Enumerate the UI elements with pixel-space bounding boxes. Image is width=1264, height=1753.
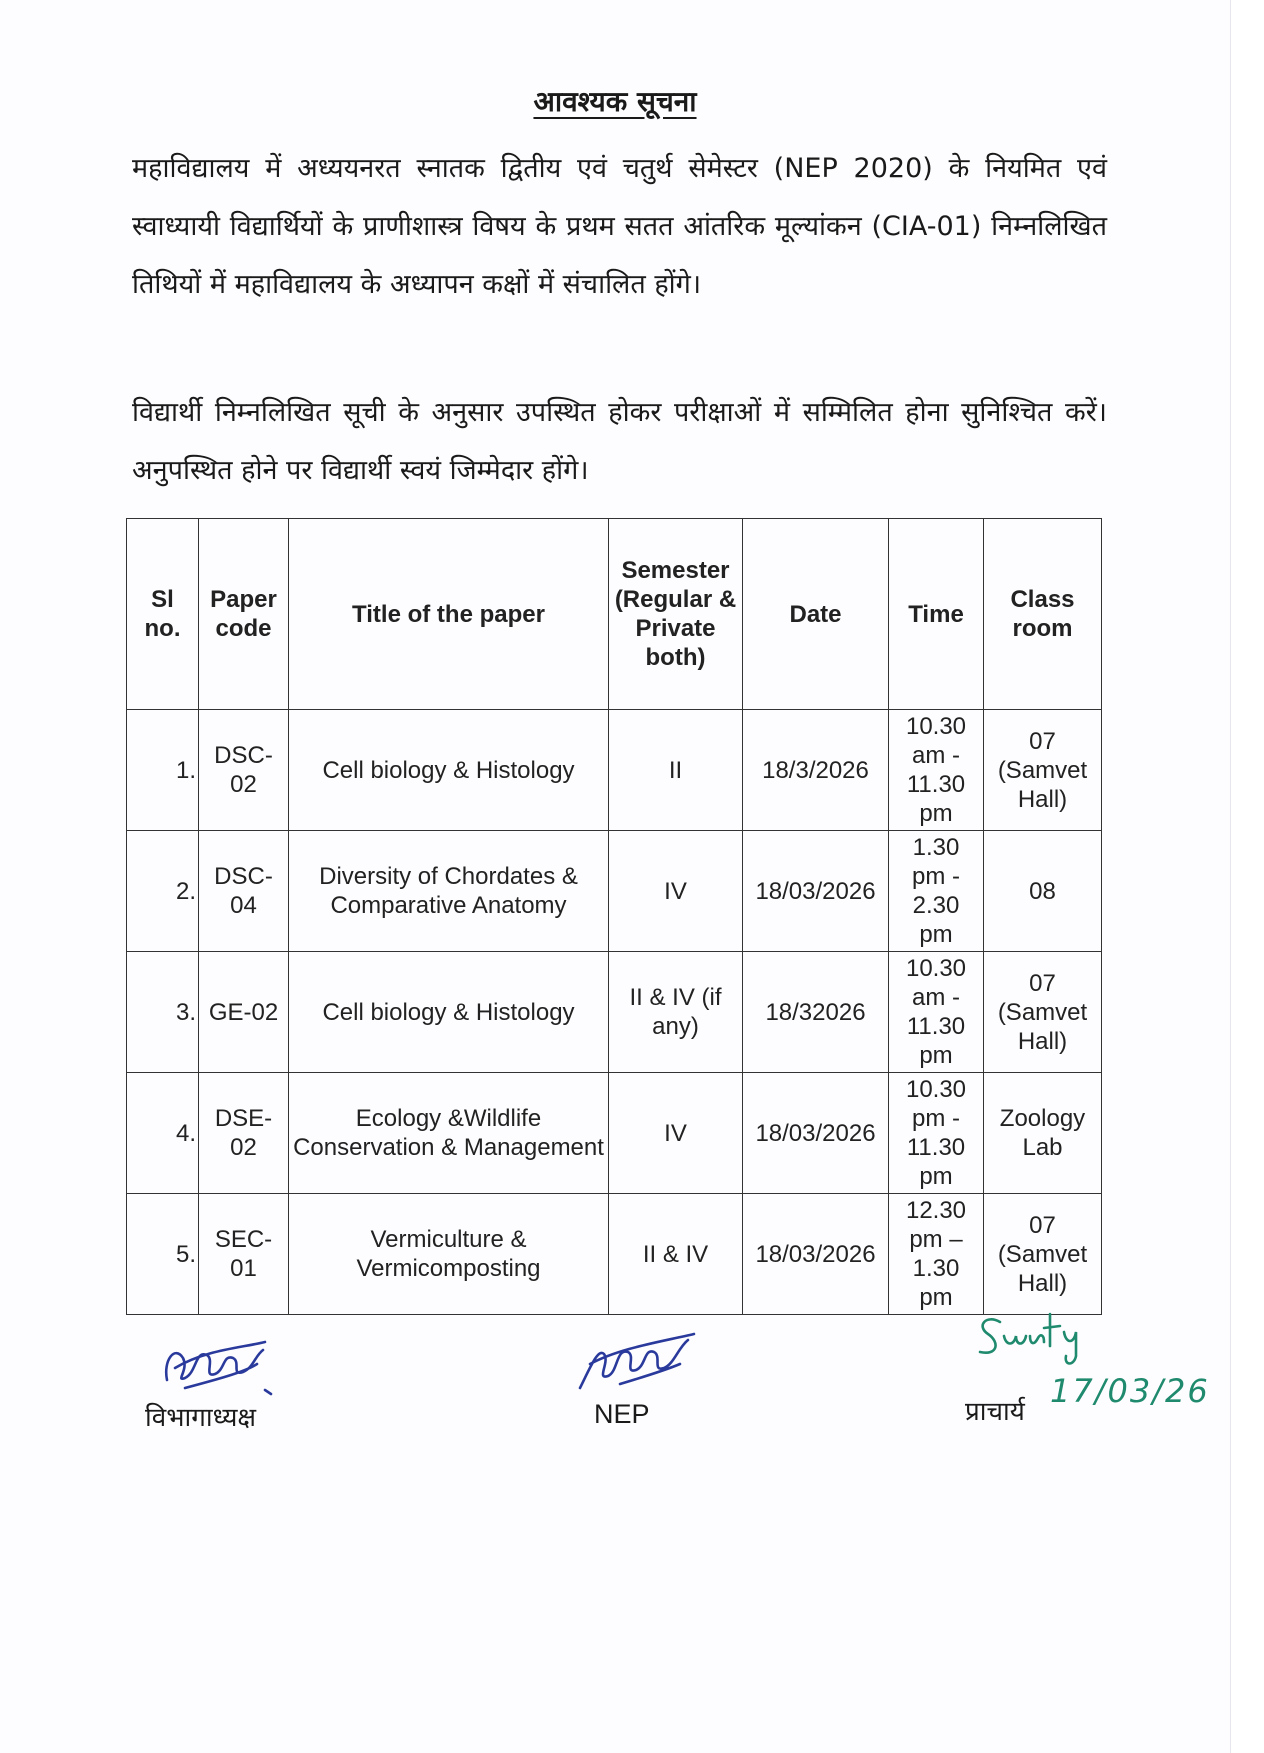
table-row <box>127 1194 1102 1315</box>
cell-class-room: 07 (Samvet Hall) <box>984 1194 1102 1315</box>
cell-date: 18/03/2026 <box>743 1073 889 1194</box>
notice-paragraph-2: विद्यार्थी निम्नलिखित सूची के अनुसार उपस्थित होकर परीक्षाओं में सम्मिलित होना सुनिश्चित करें। अनुपस्थित होने पर विद्यार्थी स्वयं जिम्मेदार होंगे। <box>132 397 1107 486</box>
cell-time: 12.30 pm – 1.30 pm <box>889 1194 984 1315</box>
cell-paper-code: DSE-02 <box>199 1073 289 1194</box>
header-date: Date <box>743 519 889 710</box>
cell-time: 10.30 pm - 11.30 pm <box>889 1073 984 1194</box>
cell-semester: II & IV (if any) <box>609 952 743 1073</box>
cell-sl: 5. <box>127 1194 199 1315</box>
cell-class-room: 08 <box>984 831 1102 952</box>
exam-schedule-table <box>126 518 1102 1315</box>
cell-title: Cell biology & Histology <box>289 710 609 831</box>
cell-title: Vermiculture & Vermicomposting <box>289 1194 609 1315</box>
cell-class-room: 07 (Samvet Hall) <box>984 710 1102 831</box>
cell-time: 1.30 pm - 2.30 pm <box>889 831 984 952</box>
cell-time: 10.30 am - 11.30 pm <box>889 710 984 831</box>
header-semester: Semester (Regular & Private both) <box>609 519 743 710</box>
table-header-row <box>127 519 1102 710</box>
principal-signature <box>968 1300 1108 1370</box>
cell-title: Cell biology & Histology <box>289 952 609 1073</box>
cell-sl: 3. <box>127 952 199 1073</box>
cell-paper-code: DSC-02 <box>199 710 289 831</box>
header-paper-code: Paper code <box>199 519 289 710</box>
notice-paragraph-1: महाविद्यालय में अध्ययनरत स्नातक द्वितीय एवं चतुर्थ सेमेस्टर (NEP 2020) के नियमित एवं स्वाध्यायी विद्यार्थियों के प्राणीशास्त्र विषय के प्रथम सतत आंतरिक मूल्यांकन (CIA-01) निम्नलिखित तिथियों में महाविद्यालय के अध्यापन कक्षों में संचालित होंगे। <box>132 153 1107 300</box>
table-row <box>127 710 1102 831</box>
table-row <box>127 831 1102 952</box>
header-class-room: Class room <box>984 519 1102 710</box>
cell-semester: IV <box>609 1073 743 1194</box>
cell-date: 18/03/2026 <box>743 1194 889 1315</box>
cell-paper-code: GE-02 <box>199 952 289 1073</box>
cell-semester: II & IV <box>609 1194 743 1315</box>
header-time: Time <box>889 519 984 710</box>
cell-sl: 1. <box>127 710 199 831</box>
cell-paper-code: DSC-04 <box>199 831 289 952</box>
cell-class-room: 07 (Samvet Hall) <box>984 952 1102 1073</box>
cell-sl: 4. <box>127 1073 199 1194</box>
header-title: Title of the paper <box>289 519 609 710</box>
notice-heading: आवश्यक सूचना <box>533 85 697 118</box>
principal-signature-date: 17/03/26 <box>1050 1372 1210 1410</box>
nep-label: NEP <box>594 1399 650 1429</box>
table-row <box>127 1073 1102 1194</box>
nep-signature <box>570 1318 710 1408</box>
cell-class-room: Zoology Lab <box>984 1073 1102 1194</box>
cell-time: 10.30 am - 11.30 pm <box>889 952 984 1073</box>
cell-sl: 2. <box>127 831 199 952</box>
cell-semester: II <box>609 710 743 831</box>
cell-date: 18/3/2026 <box>743 710 889 831</box>
hod-label: विभागाध्यक्ष <box>145 1403 257 1433</box>
cell-paper-code: SEC-01 <box>199 1194 289 1315</box>
cell-title: Ecology &Wildlife Conservation & Management <box>289 1073 609 1194</box>
cell-title: Diversity of Chordates & Comparative Anatomy <box>289 831 609 952</box>
header-sl: Sl no. <box>127 519 199 710</box>
table-row <box>127 952 1102 1073</box>
cell-semester: IV <box>609 831 743 952</box>
cell-date: 18/32026 <box>743 952 889 1073</box>
hod-signature <box>145 1320 315 1410</box>
principal-label: प्राचार्य <box>965 1397 1025 1427</box>
cell-date: 18/03/2026 <box>743 831 889 952</box>
